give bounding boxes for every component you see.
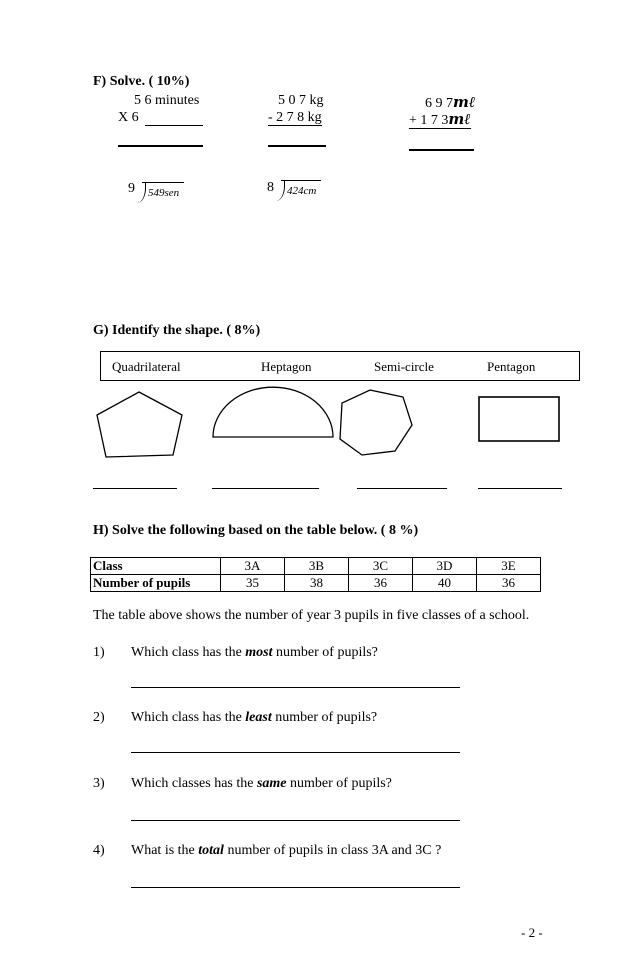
table-cell: 35 [221, 575, 285, 592]
q2-top: 5 0 7 kg [278, 93, 324, 108]
table-row [91, 558, 541, 575]
div1-dividend: 549sen [148, 187, 180, 199]
table-cell: 36 [349, 575, 413, 592]
question-3-text: Which classes has the same number of pupils? [131, 776, 392, 791]
table-cell: 36 [477, 575, 541, 592]
table-cell: 38 [285, 575, 349, 592]
table-cell: 40 [413, 575, 477, 592]
question-2-number: 2) [93, 710, 105, 725]
question-4-text: What is the total number of pupils in class 3A and 3C ? [131, 843, 442, 858]
div2-divisor: 8 [267, 180, 274, 195]
shape-answer-line-2 [212, 488, 319, 489]
question-1-number: 1) [93, 645, 105, 660]
table-header-class: Class [91, 558, 221, 575]
semicircle-shape [213, 387, 333, 437]
q3-bottom [409, 110, 471, 129]
pentagon-shape [97, 392, 182, 457]
table-cell: 3D [413, 558, 477, 575]
section-g-heading: G) Identify the shape. ( 8%) [93, 323, 261, 338]
table-cell: 3E [477, 558, 541, 575]
shape-name-quadrilateral: Quadrilateral [112, 359, 181, 374]
shape-answer-line-3 [357, 488, 447, 489]
div1-bracket [142, 182, 184, 203]
table-header-pupils: Number of pupils [91, 575, 221, 592]
q2-bottom-text: - 2 7 8 kg [268, 110, 322, 125]
question-1-text: Which class has the most number of pupils? [131, 645, 378, 660]
shape-answer-line-4 [478, 488, 562, 489]
pupils-table [90, 557, 541, 592]
table-cell: 3C [349, 558, 413, 575]
question-4-number: 4) [93, 843, 105, 858]
section-h-heading: H) Solve the following based on the table below. ( 8 %) [93, 523, 419, 538]
q3-top-unit: mℓ [453, 93, 476, 111]
q3-bottom-text: + 1 7 3 [409, 113, 449, 128]
q1-top: 5 6 minutes [134, 93, 200, 108]
section-f-heading: F) Solve. ( 10%) [93, 74, 190, 89]
div1-divisor: 9 [128, 181, 135, 196]
question-2-text: Which class has the least number of pupils? [131, 710, 378, 725]
rectangle-shape [479, 397, 559, 441]
shape-name-heptagon: Heptagon [261, 359, 312, 374]
question-2-answer-line [131, 752, 460, 753]
q2-bottom [268, 110, 322, 126]
table-cell: 3B [285, 558, 349, 575]
shape-name-semicircle: Semi-circle [374, 359, 434, 374]
q3-answer-line [409, 149, 474, 151]
q3-bottom-unit: mℓ [448, 110, 471, 128]
page-number: - 2 - [521, 925, 543, 940]
question-3-number: 3) [93, 776, 105, 791]
div2-dividend: 424cm [287, 185, 317, 197]
table-row [91, 575, 541, 592]
q3-top-text: 6 9 7 [425, 96, 453, 111]
q2-answer-line [268, 145, 326, 147]
question-3-answer-line [131, 820, 460, 821]
q1-underline [145, 125, 203, 126]
table-intro: The table above shows the number of year 3 pupils in five classes of a school. [93, 608, 530, 623]
q1-bottom [118, 110, 203, 126]
shape-names-box [100, 351, 580, 381]
question-1-answer-line [131, 687, 460, 688]
q1-answer-line [118, 145, 203, 147]
heptagon-shape [340, 390, 412, 455]
table-cell: 3A [221, 558, 285, 575]
shapes-row [90, 385, 570, 465]
question-4-answer-line [131, 887, 460, 888]
div2-bracket [281, 180, 321, 201]
q1-bottom-text: X 6 [118, 110, 139, 125]
shape-answer-line-1 [93, 488, 177, 489]
shape-name-pentagon: Pentagon [487, 359, 536, 374]
